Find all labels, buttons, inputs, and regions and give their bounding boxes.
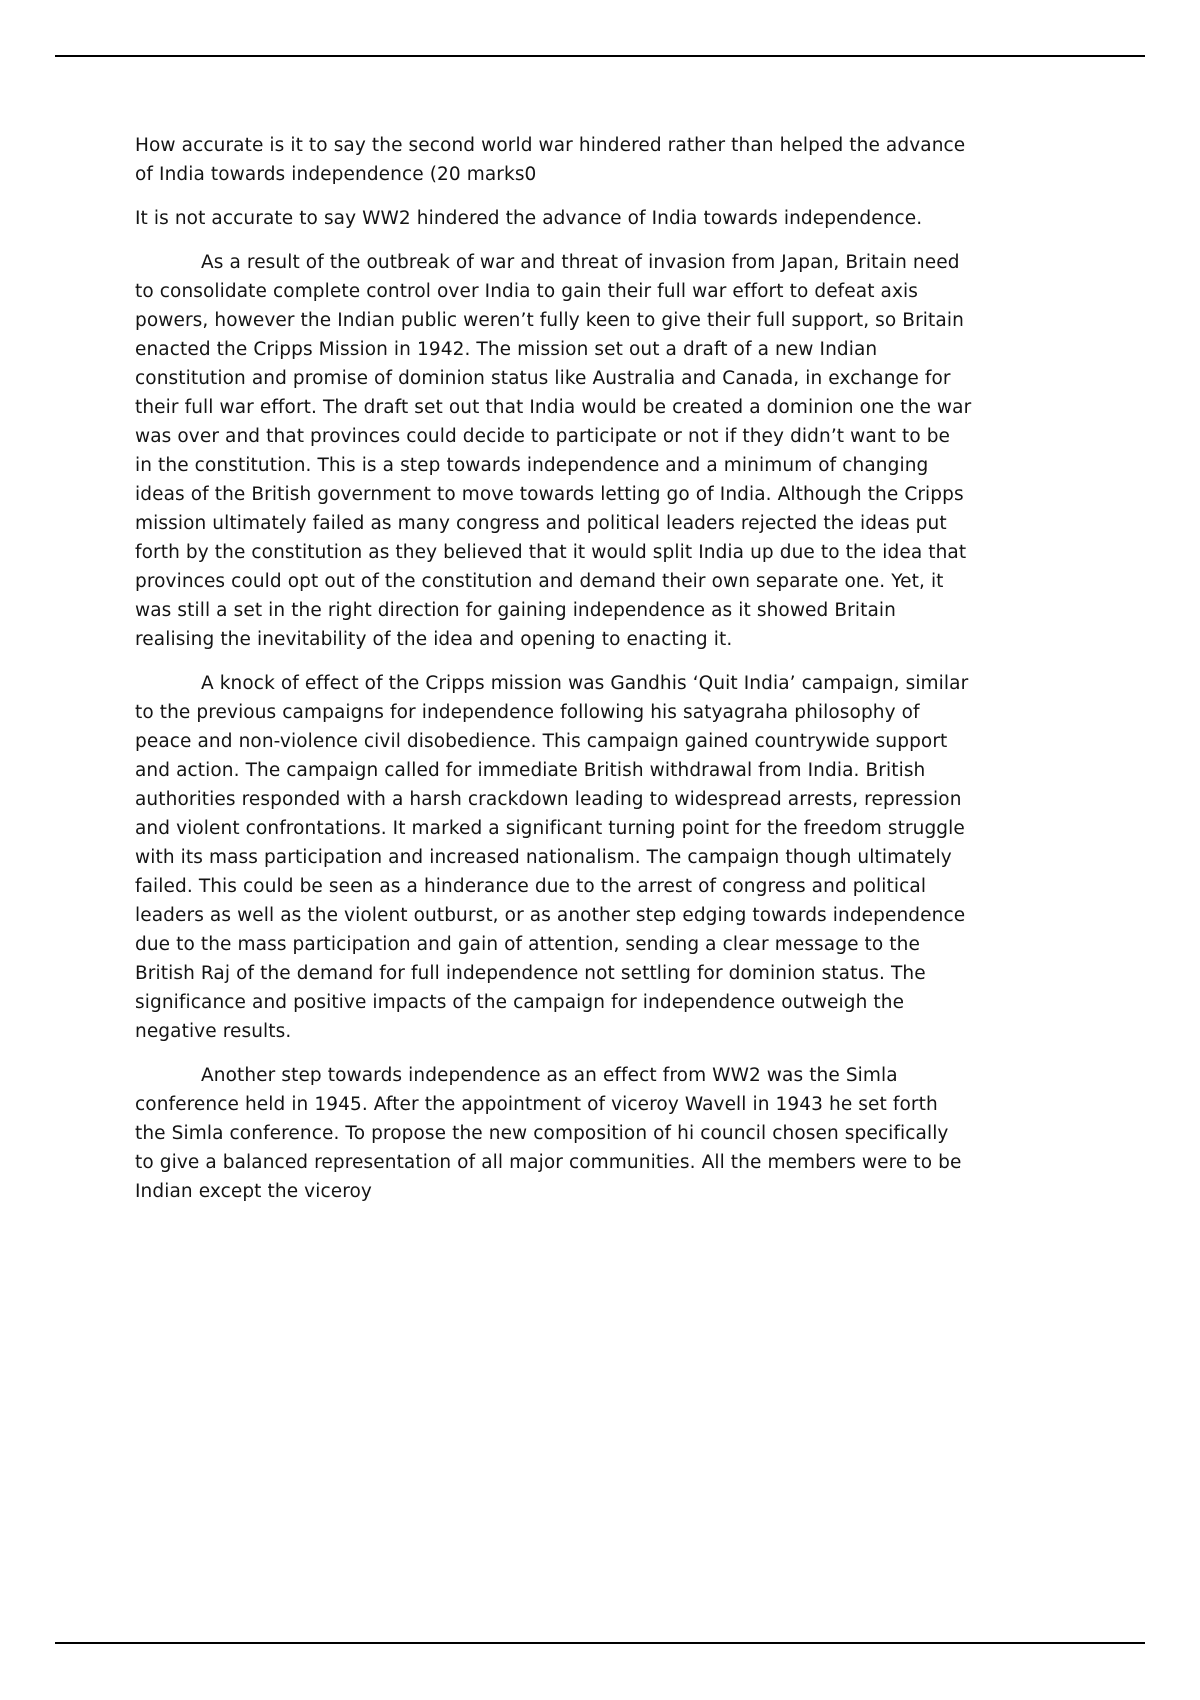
essay-question: How accurate is it to say the second world war hindered rather than helped the advance of India towards independence (20 marks0: [135, 135, 966, 185]
essay-thesis-paragraph: It is not accurate to say WW2 hindered the advance of India towards independence.: [135, 208, 923, 229]
essay-body: [135, 131, 973, 1221]
essay-paragraph-cripps-mission: As a result of the outbreak of war and threat of invasion from Japan, Britain need to consolidate complete control over India to gain their full war effort to defeat axis powers, however the Indian public weren’t fully keen to give their full support, so Britain enacted the Cripps Mission in 1942. The mission set out a draft of a new Indian constitution and promise of dominion status like Australia and Canada, in exchange for their full war effort. The draft set out that India would be created a dominion one the war was over and that provinces could decide to participate or not if they didn’t want to be in the constitution. This is a step towards independence and a minimum of changing ideas of the British government to move towards letting go of India. Although the Cripps mission ultimately failed as many congress and political leaders rejected the ideas put forth by the constitution as they believed that it would split India up due to the idea that provinces could opt out of the constitution and demand their own separate one. Yet, it was still a set in the right direction for gaining independence as it showed Britain realising the inevitability of the idea and opening to enacting it.: [135, 252, 972, 650]
bottom-border-rule: [55, 1642, 1145, 1644]
essay-paragraph-simla-conference: Another step towards independence as an effect from WW2 was the Simla conference held in 1945. After the appointment of viceroy Wavell in 1943 he set forth the Simla conference. To propose the new composition of hi council chosen specifically to give a balanced representation of all major communities. All the members were to be Indian except the viceroy: [135, 1065, 962, 1202]
top-border-rule: [55, 55, 1145, 57]
essay-paragraph-quit-india: A knock of effect of the Cripps mission was Gandhis ‘Quit India’ campaign, similar to the previous campaigns for independence following his satyagraha philosophy of peace and non-violence civil disobedience. This campaign gained countrywide support and action. The campaign called for immediate British withdrawal from India. British authorities responded with a harsh crackdown leading to widespread arrests, repression and violent confrontations. It marked a significant turning point for the freedom struggle with its mass participation and increased nationalism. The campaign though ultimately failed. This could be seen as a hinderance due to the arrest of congress and political leaders as well as the violent outburst, or as another step edging towards independence due to the mass participation and gain of attention, sending a clear message to the British Raj of the demand for full independence not settling for dominion status. The significance and positive impacts of the campaign for independence outweigh the negative results.: [135, 673, 969, 1042]
